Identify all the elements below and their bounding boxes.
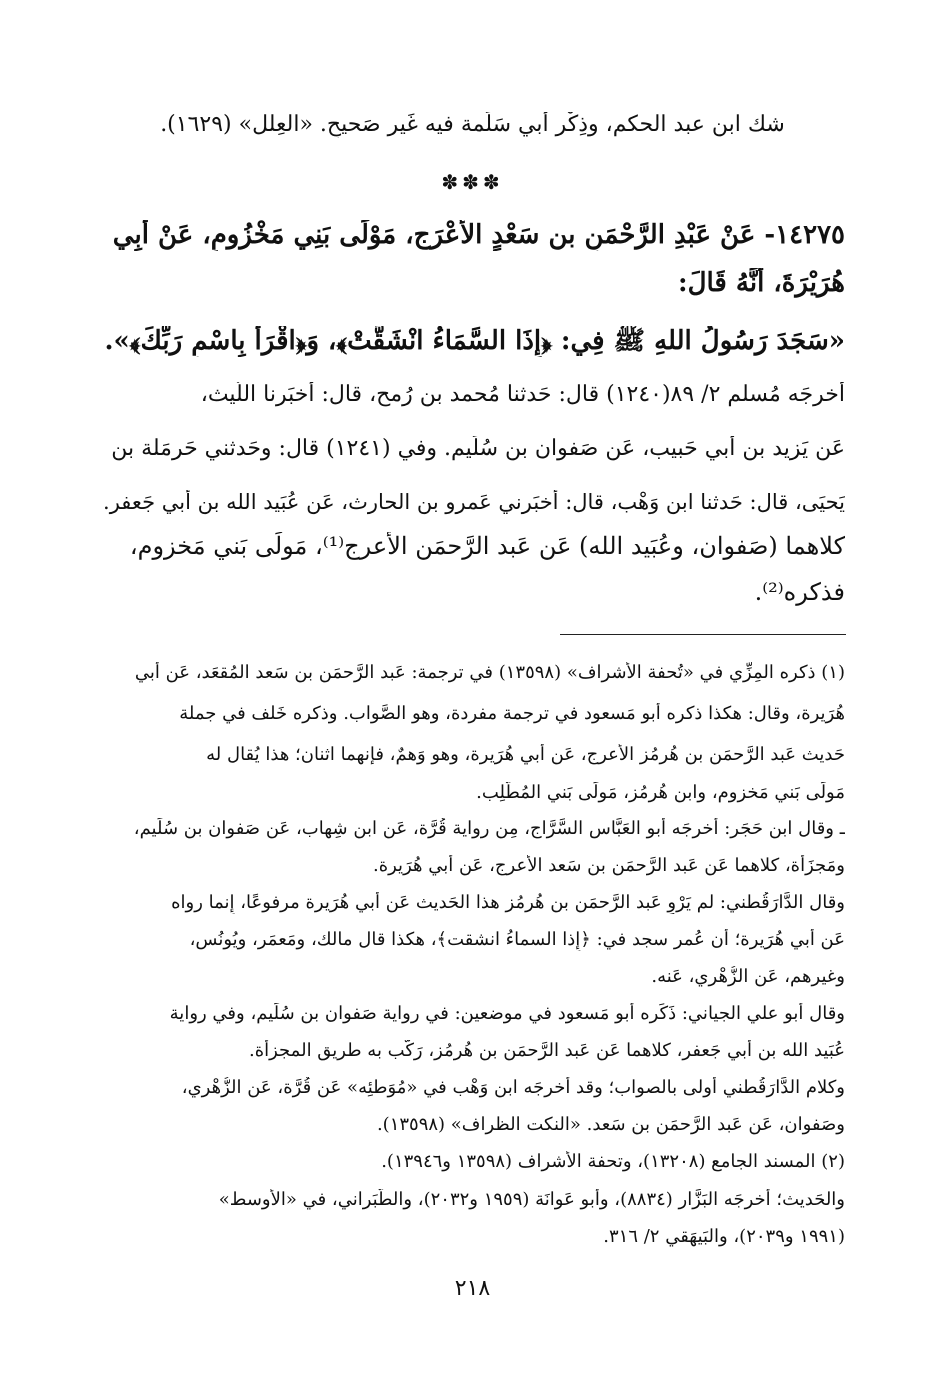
footnote-1-line: مَولَى بَني مَخزوم، وابن هُرمُز، مَولَى بَني المُطَّلِب. [476, 782, 845, 803]
section-separator: ✽✽✽ [441, 170, 504, 194]
footnote-1-kalam: وكلام الدَّارَقُطني أَولى بالصواب؛ وقد أَخرجَه ابن وَهْب في «مُوَطئِه» عَن قُرَّة، عَن الزُّهْري، [181, 1077, 845, 1098]
isnad-summary-end: فذكره⁽²⁾. [754, 578, 845, 606]
footnote-2-hadith: (١٩٩١ و٢٠٣٩)، والبَيهَقي ٢/ ٣١٦. [603, 1226, 845, 1247]
footnote-1-daraqutni: عَن أَبي هُرَيرة؛ أَن عُمر سجد في: ﴿إِذا السماءُ انشقت﴾، هكذا قال مالك، ومَعمَر، ويُونُس، [189, 929, 845, 950]
takhrij-line: أَخرجَه مُسلم ٢/ ٨٩(١٢٤٠) قال: حَدثنا مُحمد بن رُمح، قال: أَخبَرنا اللَّيث، [200, 382, 845, 407]
footnote-1-ibnhajar: ومَجزَأَة، كلاهما عَن عَبد الرَّحمَن بن سَعد الأَعرج، عَن أَبي هُرَيرة. [372, 855, 845, 876]
footnote-1-jayyani: عُبَيد الله بن أَبي جَعفر، كلاهما عَن عَبد الرَّحمَن بن هُرمُز، رَكَّب به طريق المجزأة. [248, 1040, 845, 1061]
hadith-text: «سَجَدَ رَسُولُ اللهِ ﷺ فِي: ﴿إِذَا السَّمَاءُ انْشَقَّتْ﴾، وَ﴿اقْرَأْ بِاسْمِ رَبِّكَ﴾». [104, 326, 845, 356]
footnote-separator [560, 634, 846, 635]
footnote-2-line: (٢) المسند الجامع (١٣٢٠٨)، وتحفة الأَشراف (١٣٥٩٨ و١٣٩٤٦). [381, 1151, 845, 1172]
footnote-1-line: حَديث عَبد الرَّحمَن بن هُرمُز الأَعرج، عَن أَبي هُرَيرة، وهو وَهمٌ، فإنهما اثنان؛ هذا يُقال له [206, 744, 845, 765]
footnote-1-kalam: وصَفوان، عَن عَبد الرَّحمَن بن سَعد. «النكت الظراف» (١٣٥٩٨). [376, 1114, 845, 1135]
page-number: ٢١٨ [454, 1276, 491, 1301]
footnote-1-ibnhajar: ـ وقال ابن حَجَر: أَخرجَه أَبو العَبَّاس السَّرَّاج، مِن رواية قُرَّة، عَن ابن شِهاب، عَن صَفوان بن سُلَيم، [133, 818, 845, 839]
isnad-summary-line: كلاهما (صَفوان، وعُبَيد الله) عَن عَبد الرَّحمَن الأَعرج⁽¹⁾، مَولَى بَني مَخزوم، [129, 532, 845, 560]
takhrij-line: يَحيَى، قال: حَدثنا ابن وَهْب، قال: أَخبَرني عَمرو بن الحارث، عَن عُبَيد الله بن أَبي جَعفر. [103, 490, 845, 514]
footnote-1-jayyani: وقال أبو علي الجياني: ذَكَره أَبو مَسعود في موضعين: في رواية صَفوان بن سُلَيم، وفي رواية [169, 1003, 845, 1024]
takhrij-line: عَن يَزيد بن أَبي حَبيب، عَن صَفوان بن سُلَيم. وفي (١٢٤١) قال: وحَدثني حَرمَلة بن [111, 436, 845, 461]
previous-entry-end-line: شك ابن عبد الحكم، وذِكْر أبي سَلَمة فيه غَير صَحيحٍ. «العِلل» (١٦٢٩). [160, 112, 785, 137]
footnote-1-daraqutni: وغيرهم، عَن الزُّهْري، عَنه. [651, 966, 845, 987]
footnote-1-daraqutni: وقال الدَّارَقُطني: لم يَرْوِ عَبد الرَّحمَن بن هُرمُز هذا الحَديث عَن أَبي هُرَيرة مرفوعًا، إِنما رواه [171, 892, 845, 913]
hadith-number-heading: ١٤٢٧٥- عَنْ عَبْدِ الرَّحْمَنِ بن سَعْدٍ الأَعْرَجِ، مَوْلَى بَنِي مَخْزُومٍ، عَنْ أَبِي [112, 220, 845, 250]
footnote-1-line: (١) ذكره المِزِّي في «تُحفة الأَشراف» (١٣٥٩٨) في ترجمة: عَبد الرَّحمَن بن سَعد المُقعَد، عَن أَبي [134, 662, 845, 683]
footnote-2-hadith: والحَديث؛ أَخرجَه البَزَّار (٨٨٣٤)، وأَبو عَوانَة (١٩٥٩ و٢٠٣٢)، والطَّبَراني، في «الأَوسط» [218, 1189, 845, 1210]
footnote-1-line: هُرَيرة، وقال: هكذا ذكره أبو مَسعود في ترجمة مفردة، وهو الصَّواب. وذكره خَلف في جملة [179, 703, 845, 724]
hadith-heading-continuation: هُرَيْرَةَ، أَنَّهُ قَالَ: [678, 268, 845, 298]
